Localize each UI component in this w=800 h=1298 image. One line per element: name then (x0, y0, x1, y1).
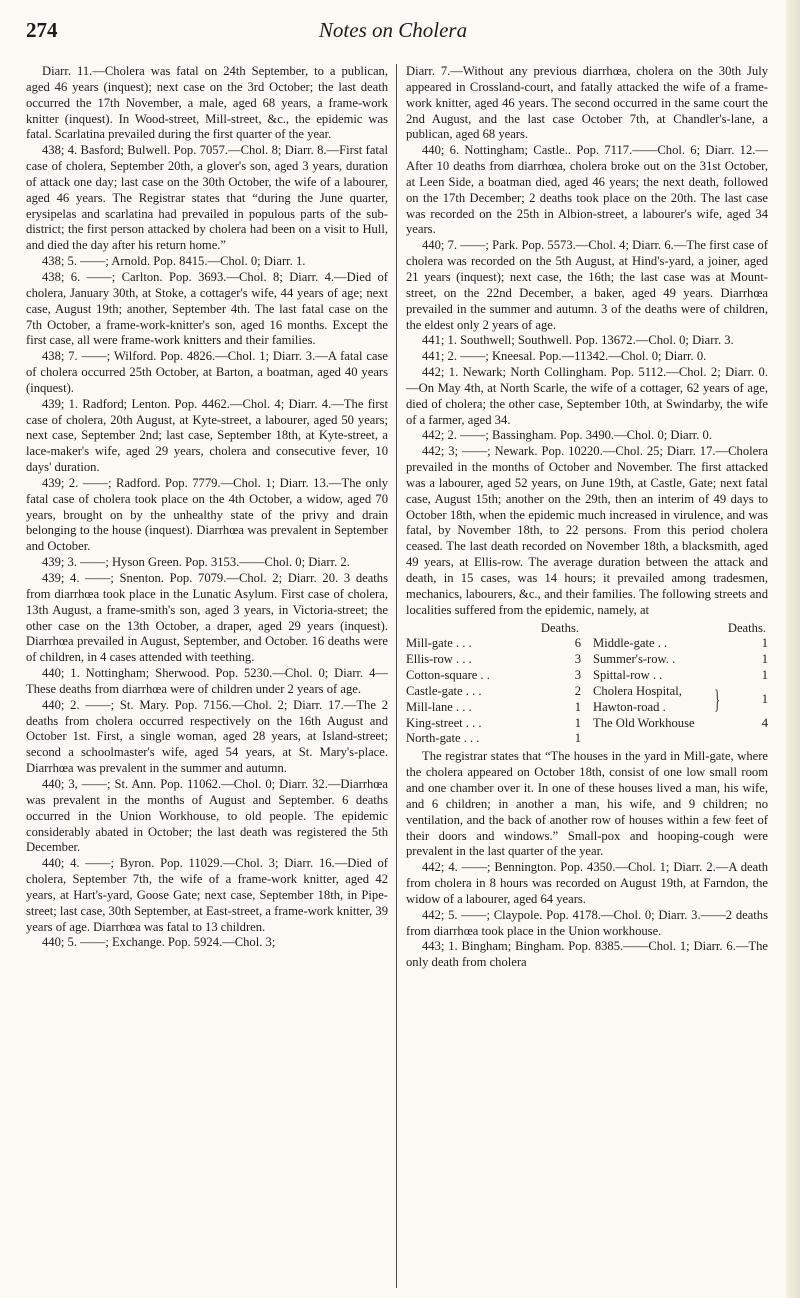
paragraph: 439; 3. ——; Hyson Green. Pop. 3153.——Chol. 0; Diarr. 2. (42, 555, 350, 570)
paragraph: 442; 3; ——; Newark. Pop. 10220.—Chol. 25; Diarr. 17.—Cholera prevailed in the months of October and November. The first attacked was a labourer, aged 52 years, on June 19th, at Castle, Gate; next fatal case, August 15th; another on the 29th, then an interim of 49 days to October 18th, when the epidemic much increased in virulence, and was fatal, by November 18th, to 22 persons. From this period cholera ceased. The last death recorded on November 18th, a blacksmith, aged 49 years, at Ellis-row. The average duration between the attack and death, in 15 cases, was 14 hours; it prevailed among tradesmen, mechanics, labourers, &c., and their families. The following streets and localities suffered from the epidemic, namely, at (406, 444, 768, 617)
paragraph: 438; 7. ——; Wilford. Pop. 4826.—Chol. 1; Diarr. 3.—A fatal case of cholera occurred 25th October, at Barton, a boatman, aged 40 years (inquest). (26, 349, 388, 395)
paragraph: 442; 2. ——; Bassingham. Pop. 3490.—Chol. 0; Diarr. 0. (422, 428, 713, 443)
death-count: 3 (574, 668, 581, 683)
death-count: 4 (761, 715, 768, 730)
deaths-row (406, 716, 581, 732)
locality-name: King-street . . . (406, 715, 482, 730)
locality-name: The Old Workhouse (593, 715, 695, 730)
death-count: 1 (761, 652, 768, 667)
paragraph: 439; 1. Radford; Lenton. Pop. 4462.—Chol. 4; Diarr. 4.—The first case of cholera, 20th August, at Kyte-street, a labourer, aged 50 years; next case, September 2nd; last case, September 18th, at Kyte-street, a lace-maker's wife, aged 29 years, cholera and consecutive fever, 10 days' duration. (26, 396, 388, 475)
deaths-header: Deaths. (727, 620, 766, 635)
paragraph: 438; 5. ——; Arnold. Pop. 8415.—Chol. 0; Diarr. 1. (42, 254, 306, 269)
brace-glyph: } (713, 684, 720, 714)
paragraph: Diarr. 7.—Without any previous diarrhœa, cholera on the 30th July appeared in Crossland-court, and fatally attacked the wife of a frame-work knitter, aged 46 years. The second occurred in the same court the 2nd August, and the last case October 7th, at Chandler's-lane, a publican, aged 68 years. (406, 64, 768, 142)
deaths-row (406, 700, 581, 716)
paragraph: The registrar states that “The houses in the yard in Mill-gate, where the cholera appeared on October 18th, consist of one low small room and one chamber over it. In one of these houses lived a man, his wife, and 6 children; in another a man, his wife, and 9 children; no ventilation, and the back of another row of houses within a few feet of their doors and windows.” Small-pox and hooping-cough were prevalent in the last quarter of the year. (406, 749, 768, 859)
locality-name: Middle-gate . . (593, 636, 668, 651)
right-column (406, 64, 768, 971)
deaths-table (406, 621, 768, 748)
paragraph: 439; 2. ——; Radford. Pop. 7779.—Chol. 1; Diarr. 13.—The only fatal case of cholera took place on the 4th October, a widow, aged 70 years, brought on by the unhealthy state of the privy and drain belonging to the house (inquest). Diarrhœa was prevalent in September and October. (26, 475, 388, 554)
deaths-row-braced (593, 684, 768, 716)
death-count: 1 (761, 668, 768, 683)
paragraph: 438; 6. ——; Carlton. Pop. 3693.—Chol. 8; Diarr. 4.—Died of cholera, January 30th, at Stoke, a cottager's wife, 44 years of age; next case, August 19th; another, September 4th. The last fatal case on the 7th October, a frame-work-knitter's son, aged 16 months. Except the first case, all were frame-work knitters and their families. (26, 269, 388, 348)
paragraph: 442; 4. ——; Bennington. Pop. 4350.—Chol. 1; Diarr. 2.—A death from cholera in 8 hours was recorded on August 19th, at Farndon, the widow of a labourer, aged 64 years. (406, 860, 768, 906)
locality-name: North-gate . . . (406, 731, 480, 746)
paragraph: 440; 2. ——; St. Mary. Pop. 7156.—Chol. 2; Diarr. 17.—The 2 deaths from cholera occurred respectively on the 16th August and October 1st. First, a single woman, aged 28 years, at Island-street; second a schoolmaster's wife, aged 54 years, at St. Mary's-place. Diarrhœa was prevalent in the summer and autumn. (26, 697, 388, 776)
page-edge (786, 0, 800, 1298)
deaths-row (406, 652, 581, 668)
paragraph: 438; 4. Basford; Bulwell. Pop. 7057.—Chol. 8; Diarr. 8.—First fatal case of cholera, September 20th, a glover's son, aged 3 years, duration of attack one day; last case on the 30th October, the wife of a labourer, aged 46 years. The Registrar states that “during the June quarter, erysipelas and scarlatina had prevailed in populous parts of the sub-district; the first person attacked by cholera had been on a visit to Hull, and died the day after his return home.” (26, 143, 388, 253)
death-count: 6 (574, 636, 581, 651)
locality-name: Castle-gate . . . (406, 683, 482, 698)
paragraph: 440; 3, ——; St. Ann. Pop. 11062.—Chol. 0; Diarr. 32.—Diarrhœa was prevalent in the months of August and September. 6 deaths occurred in the Union Workhouse, to old people. The epidemic considerably abated in October; the last death was registered the 5th December. (26, 776, 388, 855)
locality-name: Spittal-row . . (593, 668, 663, 683)
deaths-row (593, 652, 768, 668)
death-count: 1 (574, 731, 581, 746)
paragraph: 441; 2. ——; Kneesal. Pop.—11342.—Chol. 0; Diarr. 0. (422, 349, 707, 364)
deaths-table-right (581, 621, 768, 748)
death-count: 1 (574, 715, 581, 730)
paragraph: 440; 7. ——; Park. Pop. 5573.—Chol. 4; Diarr. 6.—The first case of cholera was recorded on the 5th August, at Hind's-yard, a joiner, aged 21 years (inquest); next case, the 16th; the last case was at Mount-street, on the 22nd December, a baker, aged 49 years. Diarrhœa prevailed in the summer and autumn. 3 of the deaths were of children, the eldest only 2 years of age. (406, 238, 768, 332)
deaths-row (406, 668, 581, 684)
deaths-row (406, 731, 581, 747)
death-count: 3 (574, 652, 581, 667)
deaths-row (593, 668, 768, 684)
death-count: 1 (761, 636, 768, 651)
left-column (26, 64, 388, 951)
locality-name: Summer's-row. . (593, 652, 676, 667)
paragraph: 440; 5. ——; Exchange. Pop. 5924.—Chol. 3; (42, 935, 276, 950)
page-number: 274 (26, 18, 58, 42)
deaths-row (406, 636, 581, 652)
deaths-header: Deaths. (540, 620, 579, 635)
death-count: 1 (574, 699, 581, 714)
paragraph: 441; 1. Southwell; Southwell. Pop. 13672.—Chol. 0; Diarr. 3. (422, 333, 734, 348)
deaths-row (406, 684, 581, 700)
paragraph: 439; 4. ——; Snenton. Pop. 7079.—Chol. 2; Diarr. 20. 3 deaths from diarrhœa took place in the Lunatic Asylum. First case of cholera, 13th August, a frame-smith's son, aged 3 years, in Victoria-street; the other case on the 13th October, a draper, aged 29 years (inquest). Diarrhœa prevailed in August, September, and October. 16 deaths were of children, in 4 cases attended with teething. (26, 571, 388, 665)
running-title: Notes on Cholera (318, 18, 468, 42)
death-count: 2 (574, 683, 581, 698)
locality-name: Mill-lane . . . (406, 699, 472, 714)
paragraph: 442; 5. ——; Claypole. Pop. 4178.—Chol. 0; Diarr. 3.——2 deaths from diarrhœa took place in the Union workhouse. (406, 907, 768, 938)
paragraph: 440; 4. ——; Byron. Pop. 11029.—Chol. 3; Diarr. 16.—Died of cholera, September 7th, the wife of a frame-work knitter, aged 42 years, at Hart's-yard, Goose Gate; next case, September 18th, in Pipe-street; last case, 30th September, at East-street, a frame-work knitter, 39 years of age. Diarrhœa was fatal to 13 children. (26, 856, 388, 934)
paragraph: 443; 1. Bingham; Bingham. Pop. 8385.——Chol. 1; Diarr. 6.—The only death from cholera (406, 939, 768, 970)
paragraph: 440; 1. Nottingham; Sherwood. Pop. 5230.—Chol. 0; Diarr. 4—These deaths from diarrhœa were of children under 2 years of age. (26, 666, 388, 696)
locality-name: Mill-gate . . . (406, 636, 472, 651)
deaths-row (593, 716, 768, 732)
paragraph: Diarr. 11.—Cholera was fatal on 24th September, to a publican, aged 46 years (inquest); next case on the 3rd October; the last death occurred the 17th November, a male, aged 68 years, a frame-work knitter (inquest). In Wood-street, Mill-street, &c., the epidemic was fatal. Scarlatina prevailed during the first quarter of the year. (26, 64, 388, 142)
deaths-row (593, 636, 768, 652)
braced-locality (593, 684, 682, 716)
paragraph: 442; 1. Newark; North Collingham. Pop. 5112.—Chol. 2; Diarr. 0.—On May 4th, at North Scarle, the wife of a cottager, 62 years of age, died of cholera; the other case, September 10th, at Swindarby, the wife of a farmer, aged 34. (406, 365, 768, 427)
deaths-table-left (406, 621, 581, 748)
locality-name: Cholera Hospital, (593, 683, 682, 698)
paragraph: 440; 6. Nottingham; Castle.. Pop. 7117.——Chol. 6; Diarr. 12.—After 10 deaths from diarrhœa, cholera broke out on the 31st October, at Leen Side, a boatman died, aged 46 years; the next death, followed on the 17th December; 2 deaths took place on the 20th. The last case was recorded on the 25th in Albion-street, a labourer's wife, aged 34 years. (406, 143, 768, 237)
page-header (26, 18, 760, 44)
locality-name: Cotton-square . . (406, 668, 490, 683)
death-count: 1 (761, 691, 768, 706)
locality-name: Hawton-road . (593, 699, 666, 714)
locality-name: Ellis-row . . . (406, 652, 472, 667)
column-divider (396, 64, 397, 1288)
